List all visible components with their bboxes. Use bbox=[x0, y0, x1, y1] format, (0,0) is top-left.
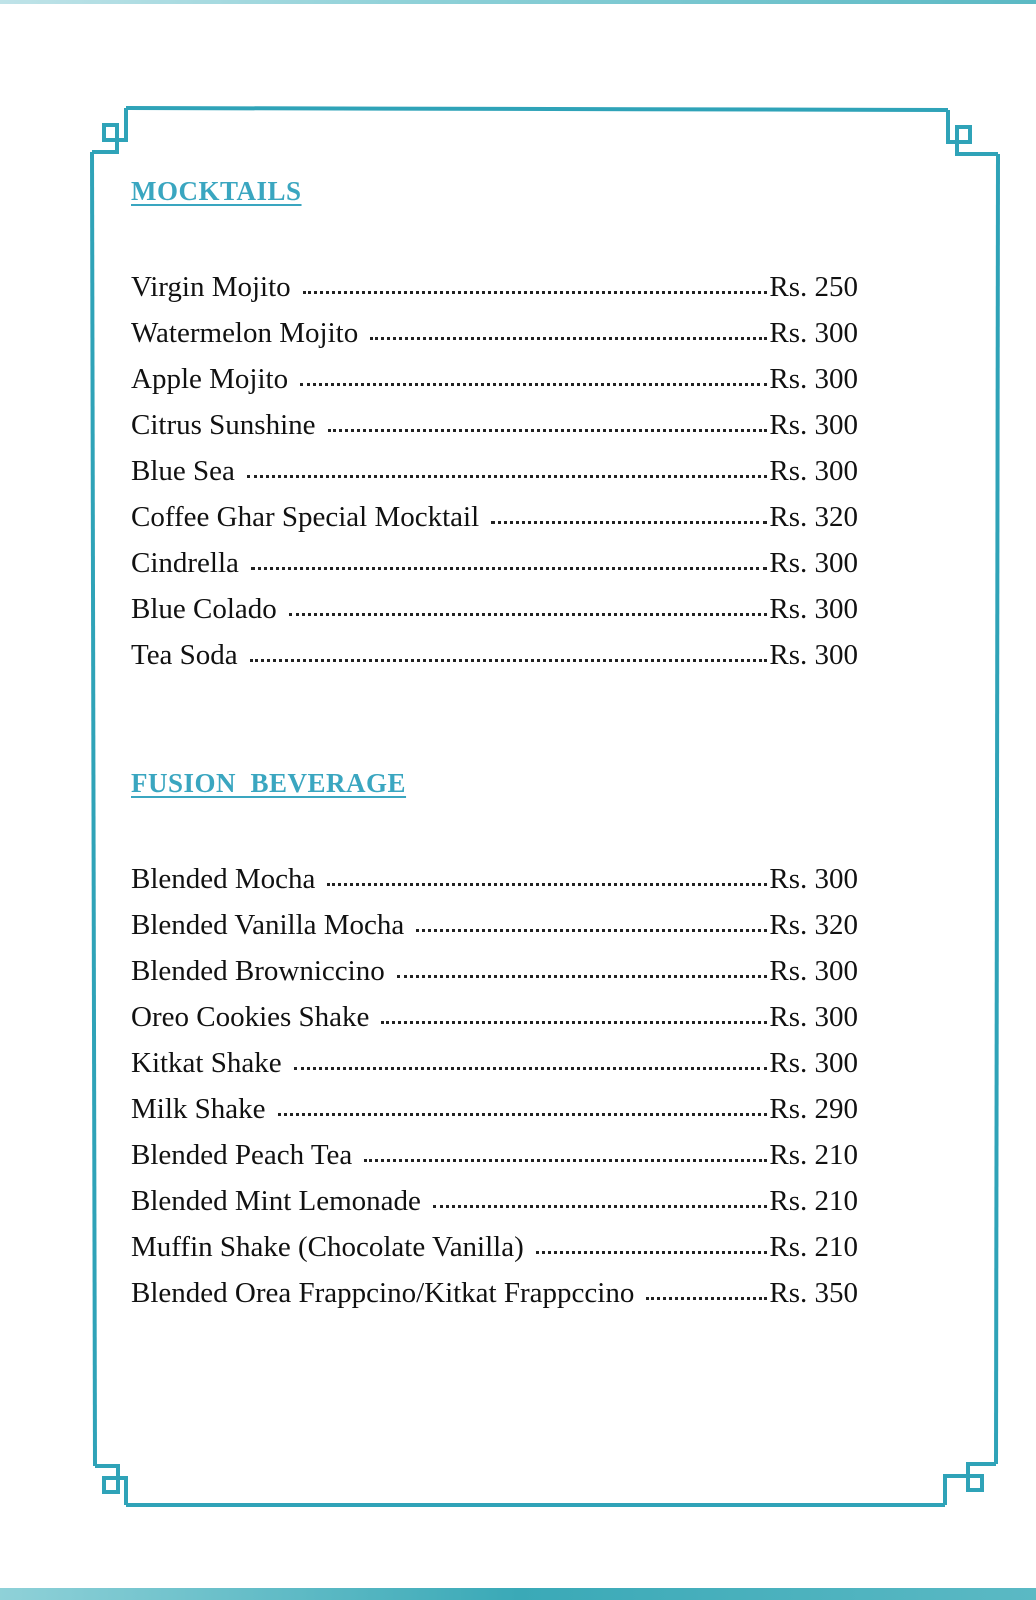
dot-leader bbox=[370, 337, 767, 340]
item-price: Rs. 210 bbox=[769, 1139, 858, 1171]
item-name: Blue Sea bbox=[131, 455, 235, 487]
menu-item bbox=[131, 264, 858, 310]
item-name: Blue Colado bbox=[131, 593, 277, 625]
menu-item bbox=[131, 994, 858, 1040]
section-title-fusion-beverage: FUSION BEVERAGE bbox=[131, 768, 407, 798]
menu-item bbox=[131, 1224, 858, 1270]
item-price: Rs. 250 bbox=[769, 271, 858, 303]
dot-leader bbox=[381, 1021, 767, 1024]
menu-item bbox=[131, 540, 858, 586]
menu-item bbox=[131, 902, 858, 948]
item-name: Watermelon Mojito bbox=[131, 317, 359, 349]
item-price: Rs. 300 bbox=[769, 1047, 858, 1079]
page-top-edge bbox=[0, 0, 1036, 4]
item-name: Blended Orea Frappcino/Kitkat Frappccino bbox=[131, 1277, 635, 1309]
page-bottom-edge bbox=[0, 1588, 1036, 1600]
menu-item bbox=[131, 310, 858, 356]
section-title-mocktails: MOCKTAILS bbox=[131, 176, 302, 206]
dot-leader bbox=[491, 521, 767, 524]
dot-leader bbox=[646, 1297, 767, 1300]
menu-item bbox=[131, 1132, 858, 1178]
menu-item bbox=[131, 402, 858, 448]
menu-item bbox=[131, 948, 858, 994]
menu-item bbox=[131, 632, 858, 678]
item-price: Rs. 350 bbox=[769, 1277, 858, 1309]
item-name: Blended Peach Tea bbox=[131, 1139, 353, 1171]
item-price: Rs. 210 bbox=[769, 1231, 858, 1263]
dot-leader bbox=[327, 883, 767, 886]
item-name: Coffee Ghar Special Mocktail bbox=[131, 501, 480, 533]
dot-leader bbox=[247, 475, 767, 478]
item-price: Rs. 300 bbox=[769, 317, 858, 349]
item-price: Rs. 320 bbox=[769, 501, 858, 533]
corner-top-right bbox=[948, 110, 998, 154]
item-name: Milk Shake bbox=[131, 1093, 266, 1125]
item-price: Rs. 290 bbox=[769, 1093, 858, 1125]
border-right-line bbox=[996, 154, 998, 1464]
item-name: Citrus Sunshine bbox=[131, 409, 316, 441]
item-name: Muffin Shake (Chocolate Vanilla) bbox=[131, 1231, 524, 1263]
item-price: Rs. 210 bbox=[769, 1185, 858, 1217]
menu-item bbox=[131, 856, 858, 902]
menu-list-fusion-beverage bbox=[131, 856, 858, 1316]
dot-leader bbox=[278, 1113, 768, 1116]
item-price: Rs. 300 bbox=[769, 455, 858, 487]
dot-leader bbox=[289, 613, 768, 616]
item-name: Blended Browniccino bbox=[131, 955, 385, 987]
border-top-line bbox=[126, 108, 948, 110]
dot-leader bbox=[300, 383, 767, 386]
item-price: Rs. 300 bbox=[769, 955, 858, 987]
menu-item bbox=[131, 1270, 858, 1316]
border-left-line bbox=[92, 152, 95, 1466]
item-name: Kitkat Shake bbox=[131, 1047, 282, 1079]
item-name: Blended Mint Lemonade bbox=[131, 1185, 421, 1217]
menu-item bbox=[131, 356, 858, 402]
item-price: Rs. 300 bbox=[769, 409, 858, 441]
menu-item bbox=[131, 1178, 858, 1224]
corner-top-left bbox=[92, 108, 126, 152]
item-price: Rs. 300 bbox=[769, 639, 858, 671]
dot-leader bbox=[251, 567, 767, 570]
item-name: Blended Mocha bbox=[131, 863, 316, 895]
dot-leader bbox=[294, 1067, 768, 1070]
item-price: Rs. 300 bbox=[769, 863, 858, 895]
item-name: Blended Vanilla Mocha bbox=[131, 909, 405, 941]
item-name: Virgin Mojito bbox=[131, 271, 291, 303]
menu-item bbox=[131, 586, 858, 632]
dot-leader bbox=[397, 975, 768, 978]
menu-item bbox=[131, 448, 858, 494]
item-name: Apple Mojito bbox=[131, 363, 289, 395]
dot-leader bbox=[303, 291, 768, 294]
dot-leader bbox=[364, 1159, 767, 1162]
dot-leader bbox=[536, 1251, 768, 1254]
item-price: Rs. 300 bbox=[769, 547, 858, 579]
item-name: Oreo Cookies Shake bbox=[131, 1001, 370, 1033]
dot-leader bbox=[416, 929, 767, 932]
item-price: Rs. 320 bbox=[769, 909, 858, 941]
dot-leader bbox=[250, 659, 768, 662]
menu-item bbox=[131, 1040, 858, 1086]
item-price: Rs. 300 bbox=[769, 593, 858, 625]
item-name: Cindrella bbox=[131, 547, 239, 579]
dot-leader bbox=[328, 429, 768, 432]
item-name: Tea Soda bbox=[131, 639, 238, 671]
menu-list-mocktails bbox=[131, 264, 858, 678]
item-price: Rs. 300 bbox=[769, 363, 858, 395]
corner-bottom-right bbox=[945, 1464, 996, 1505]
corner-bottom-left bbox=[95, 1466, 126, 1505]
dot-leader bbox=[433, 1205, 767, 1208]
item-price: Rs. 300 bbox=[769, 1001, 858, 1033]
menu-item bbox=[131, 494, 858, 540]
menu-item bbox=[131, 1086, 858, 1132]
